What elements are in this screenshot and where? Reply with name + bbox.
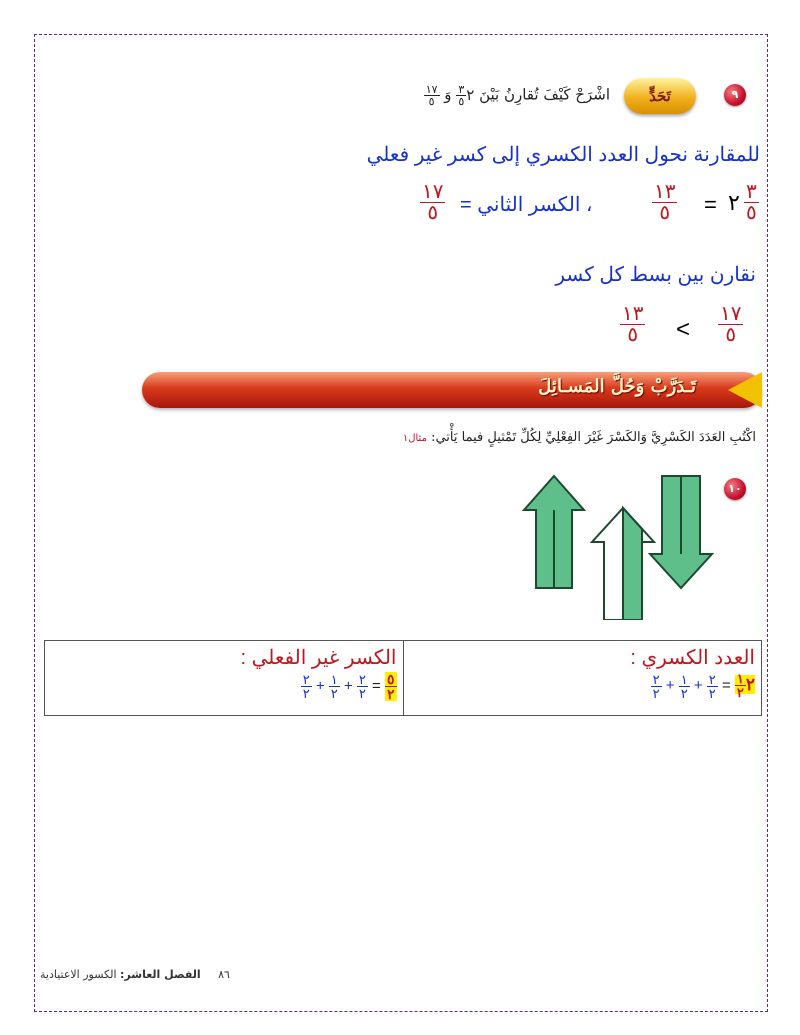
mixed-numerator: ٣ (458, 83, 465, 96)
eq1-result-fraction (652, 182, 677, 223)
fraction-denominator: ٥ (428, 95, 435, 108)
eq1-fraction (744, 182, 759, 223)
eq2-label: ، الكسر الثاني = (460, 194, 593, 216)
eq1-numerator: ٣ (746, 181, 757, 203)
question-10-number: ١٠ (724, 478, 746, 500)
mixed-whole: ٢ (466, 85, 475, 104)
improper-equation: $\frac{٢}{٢}$ + $\frac{١}{٢}$ + $\frac{٢}{٢}$ = $\frac{٥}{٢}$ (302, 671, 395, 702)
page-footer (40, 968, 230, 981)
question-9-connector: وَ (444, 85, 452, 104)
question-9-fraction (424, 84, 440, 107)
mixed-denominator: ٥ (458, 95, 465, 108)
compare-left-denominator: ٥ (627, 324, 639, 346)
compare-right-denominator: ٥ (725, 324, 737, 346)
eq1-result-denominator: ٥ (659, 202, 671, 224)
arrow-up-shaded (524, 476, 584, 588)
question-9-prefix: اشْرَحْ كَيْفَ تُقارِنُ بَيْنَ (479, 85, 610, 104)
fraction-numerator: ١٧ (425, 83, 438, 96)
eq2-denominator: ٥ (427, 202, 439, 224)
arrows-figure (520, 470, 720, 620)
exercise-instruction (403, 430, 756, 445)
footer-title: الكسور الاعتيادية (40, 968, 117, 981)
section-banner-title: تَـدَرَّبْ وَحُلَّ المَسـائِلَ (538, 376, 696, 397)
instruction-text: اكْتُبِ العَدَدَ الكَسْرِيَّ وَالكَسْرَ غَيْرَ الفِعْلِيِّ لِكُلِّ تَمْثيلٍ فيما يَأْتي: (431, 430, 756, 445)
improper-fraction-cell (45, 641, 404, 716)
section-banner (142, 372, 762, 408)
eq1-whole: ٢ (728, 190, 740, 215)
question-9-mixed-number (452, 83, 475, 108)
example-reference: مثال١ (402, 433, 427, 444)
improper-result: $\frac{٥}{٢}$ (386, 671, 395, 702)
banner-arrow-icon (728, 372, 762, 408)
footer-page-number: ٨٦ (218, 968, 230, 981)
challenge-badge: تَحَدٍّ (624, 78, 696, 114)
mixed-number-cell (403, 641, 762, 716)
compare-symbol: < (676, 316, 691, 343)
arrow-down-shaded (650, 476, 712, 588)
answer-table (44, 640, 762, 716)
eq1-result-numerator: ١٣ (654, 181, 676, 203)
solution-line-3: نقارن بين بسط كل كسر (555, 264, 756, 286)
mixed-result: $\frac{١}{٢}$ ٢ (736, 671, 755, 700)
eq1-equals: = (704, 192, 717, 217)
solution-line-1: للمقارنة نحول العدد الكسري إلى كسر غير فعلي (366, 144, 760, 166)
footer-chapter: الفصل العاشر: (120, 968, 201, 981)
question-9-text (424, 84, 610, 107)
improper-header: الكسر غير الفعلي : (240, 647, 397, 669)
eq1-denominator: ٥ (746, 202, 757, 224)
arrow-up-half (592, 508, 654, 620)
eq2-numerator: ١٧ (422, 181, 444, 203)
compare-right-numerator: ١٧ (720, 303, 742, 325)
mixed-equation: $\frac{٢}{٢}$ + $\frac{١}{٢}$ + $\frac{٢}{٢}$ = $\frac{١}{٢}$ ٢ (652, 671, 755, 701)
question-9-number: ٩ (724, 84, 746, 106)
improper-second-fraction (420, 182, 445, 223)
compare-left-numerator: ١٣ (622, 303, 644, 325)
mixed-header: العدد الكسري : (630, 647, 755, 669)
